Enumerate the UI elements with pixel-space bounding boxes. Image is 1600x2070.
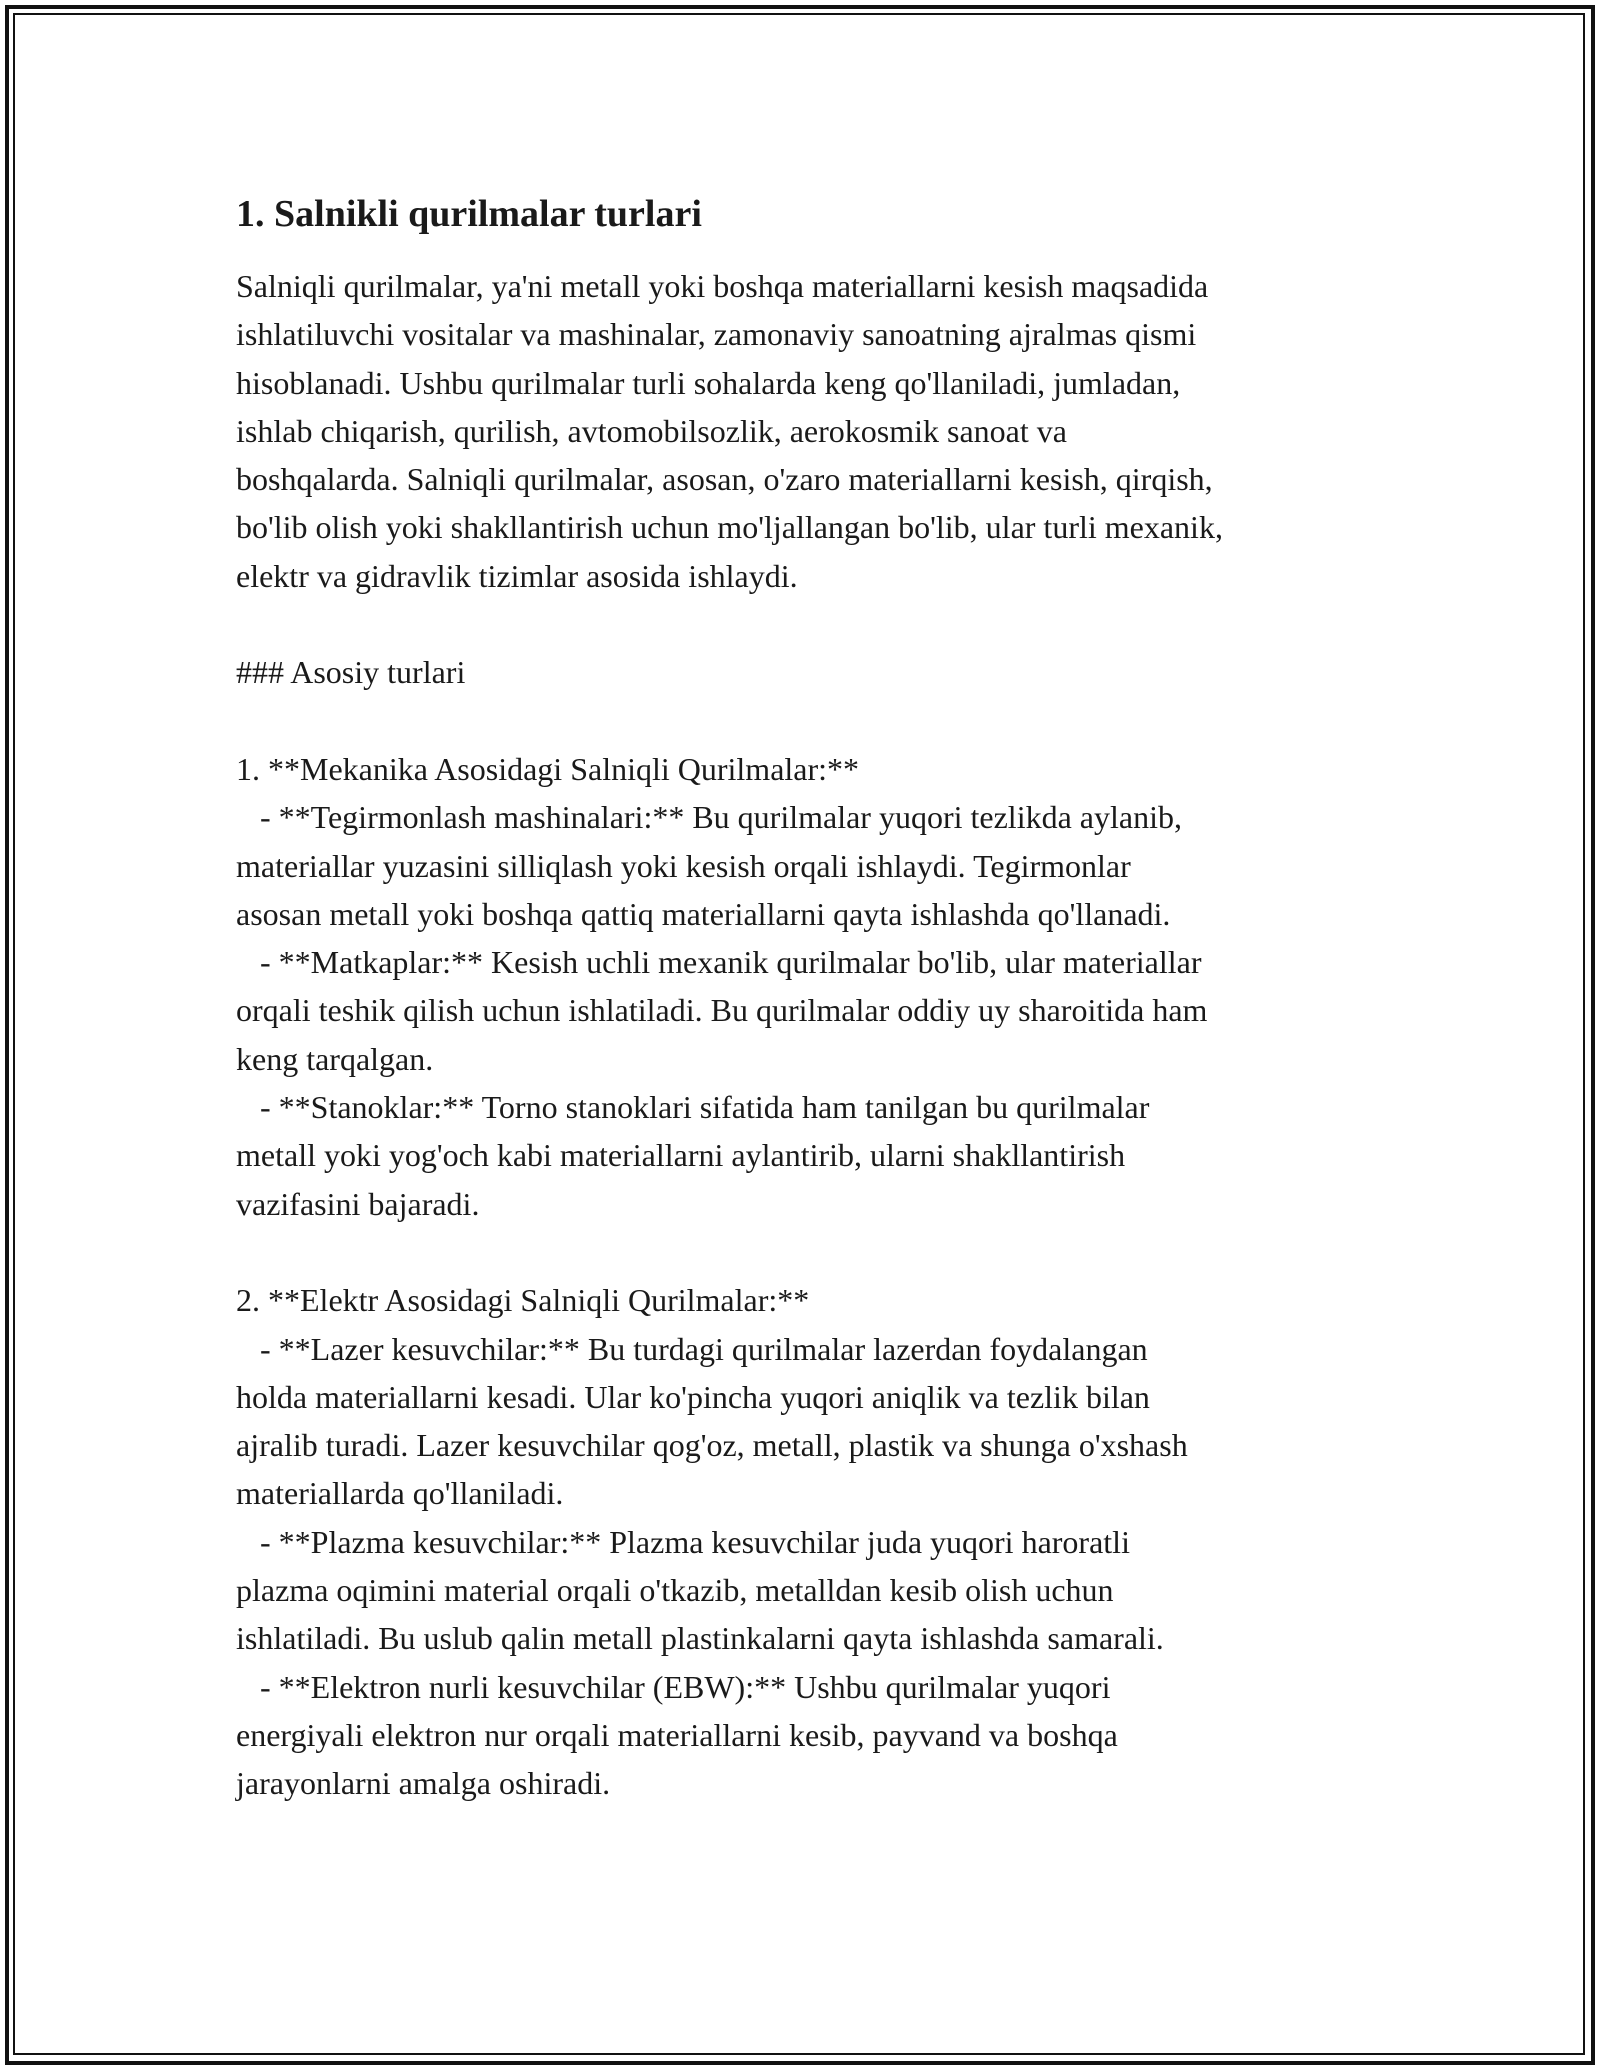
text-line: - **Matkaplar:** Kesish uchli mexanik qurilmalar bo'lib, ular materiallar <box>236 944 1202 981</box>
text-line: - **Elektron nurli kesuvchilar (EBW):** Ushbu qurilmalar yuqori <box>236 1668 1111 1705</box>
text-line: 1. **Mekanika Asosidagi Salniqli Qurilmalar:** <box>236 750 860 787</box>
blank-line <box>236 1228 1386 1276</box>
text-line: bo'lib olish yoki shakllantirish uchun mo'ljallangan bo'lib, ular turli mexanik, <box>236 509 1223 546</box>
text-line: ishlab chiqarish, qurilish, avtomobilsozlik, aerokosmik sanoat va <box>236 412 1067 449</box>
text-line: hisoblanadi. Ushbu qurilmalar turli sohalarda keng qo'llaniladi, jumladan, <box>236 364 1181 401</box>
text-line: ajralib turadi. Lazer kesuvchilar qog'oz, metall, plastik va shunga o'xshash <box>236 1427 1188 1464</box>
text-line: - **Tegirmonlash mashinalari:** Bu qurilmalar yuqori tezlikda aylanib, <box>236 799 1182 836</box>
text-line: jarayonlarni amalga oshiradi. <box>236 1765 611 1802</box>
document-body <box>236 188 1386 1808</box>
text-line: metall yoki yog'och kabi materiallarni aylantirib, ularni shakllantirish <box>236 1137 1126 1174</box>
text-line: boshqalarda. Salniqli qurilmalar, asosan, o'zaro materiallarni kesish, qirqish, <box>236 461 1213 498</box>
blank-line <box>236 697 1386 745</box>
section-electric <box>236 1276 1386 1807</box>
text-line: - **Lazer kesuvchilar:** Bu turdagi qurilmalar lazerdan foydalangan <box>236 1330 1148 1367</box>
text-line: plazma oqimini material orqali o'tkazib, metalldan kesib olish uchun <box>236 1572 1114 1609</box>
subheading: ### Asosiy turlari <box>236 654 466 691</box>
text-line: asosan metall yoki boshqa qattiq materiallarni qayta ishlashda qo'llanadi. <box>236 895 1171 932</box>
text-line: ishlatiluvchi vositalar va mashinalar, zamonaviy sanoatning ajralmas qismi <box>236 316 1197 353</box>
text-line: vazifasini bajaradi. <box>236 1185 480 1222</box>
intro-paragraph <box>236 262 1386 600</box>
section-mechanical <box>236 745 1386 1228</box>
blank-line <box>236 600 1386 648</box>
text-line: Salniqli qurilmalar, ya'ni metall yoki boshqa materiallarni kesish maqsadida <box>236 268 1209 304</box>
text-line: orqali teshik qilish uchun ishlatiladi. Bu qurilmalar oddiy uy sharoitida ham <box>236 992 1208 1029</box>
text-line: - **Stanoklar:** Torno stanoklari sifatida ham tanilgan bu qurilmalar <box>236 1089 1150 1126</box>
text-line: materiallar yuzasini silliqlash yoki kesish orqali ishlaydi. Tegirmonlar <box>236 847 1131 884</box>
text-line: ishlatiladi. Bu uslub qalin metall plastinkalarni qayta ishlashda samarali. <box>236 1620 1164 1657</box>
text-line: 2. **Elektr Asosidagi Salniqli Qurilmalar:** <box>236 1282 810 1319</box>
text-line: materiallarda qo'llaniladi. <box>236 1475 564 1512</box>
text-line: keng tarqalgan. <box>236 1040 434 1077</box>
text-line: elektr va gidravlik tizimlar asosida ishlaydi. <box>236 557 798 594</box>
text-line: - **Plazma kesuvchilar:** Plazma kesuvchilar juda yuqori haroratli <box>236 1523 1130 1560</box>
document-heading: 1. Salnikli qurilmalar turlari <box>236 193 702 235</box>
text-line: holda materiallarni kesadi. Ular ko'pincha yuqori aniqlik va tezlik bilan <box>236 1378 1150 1415</box>
text-line: energiyali elektron nur orqali materiallarni kesib, payvand va boshqa <box>236 1716 1118 1753</box>
